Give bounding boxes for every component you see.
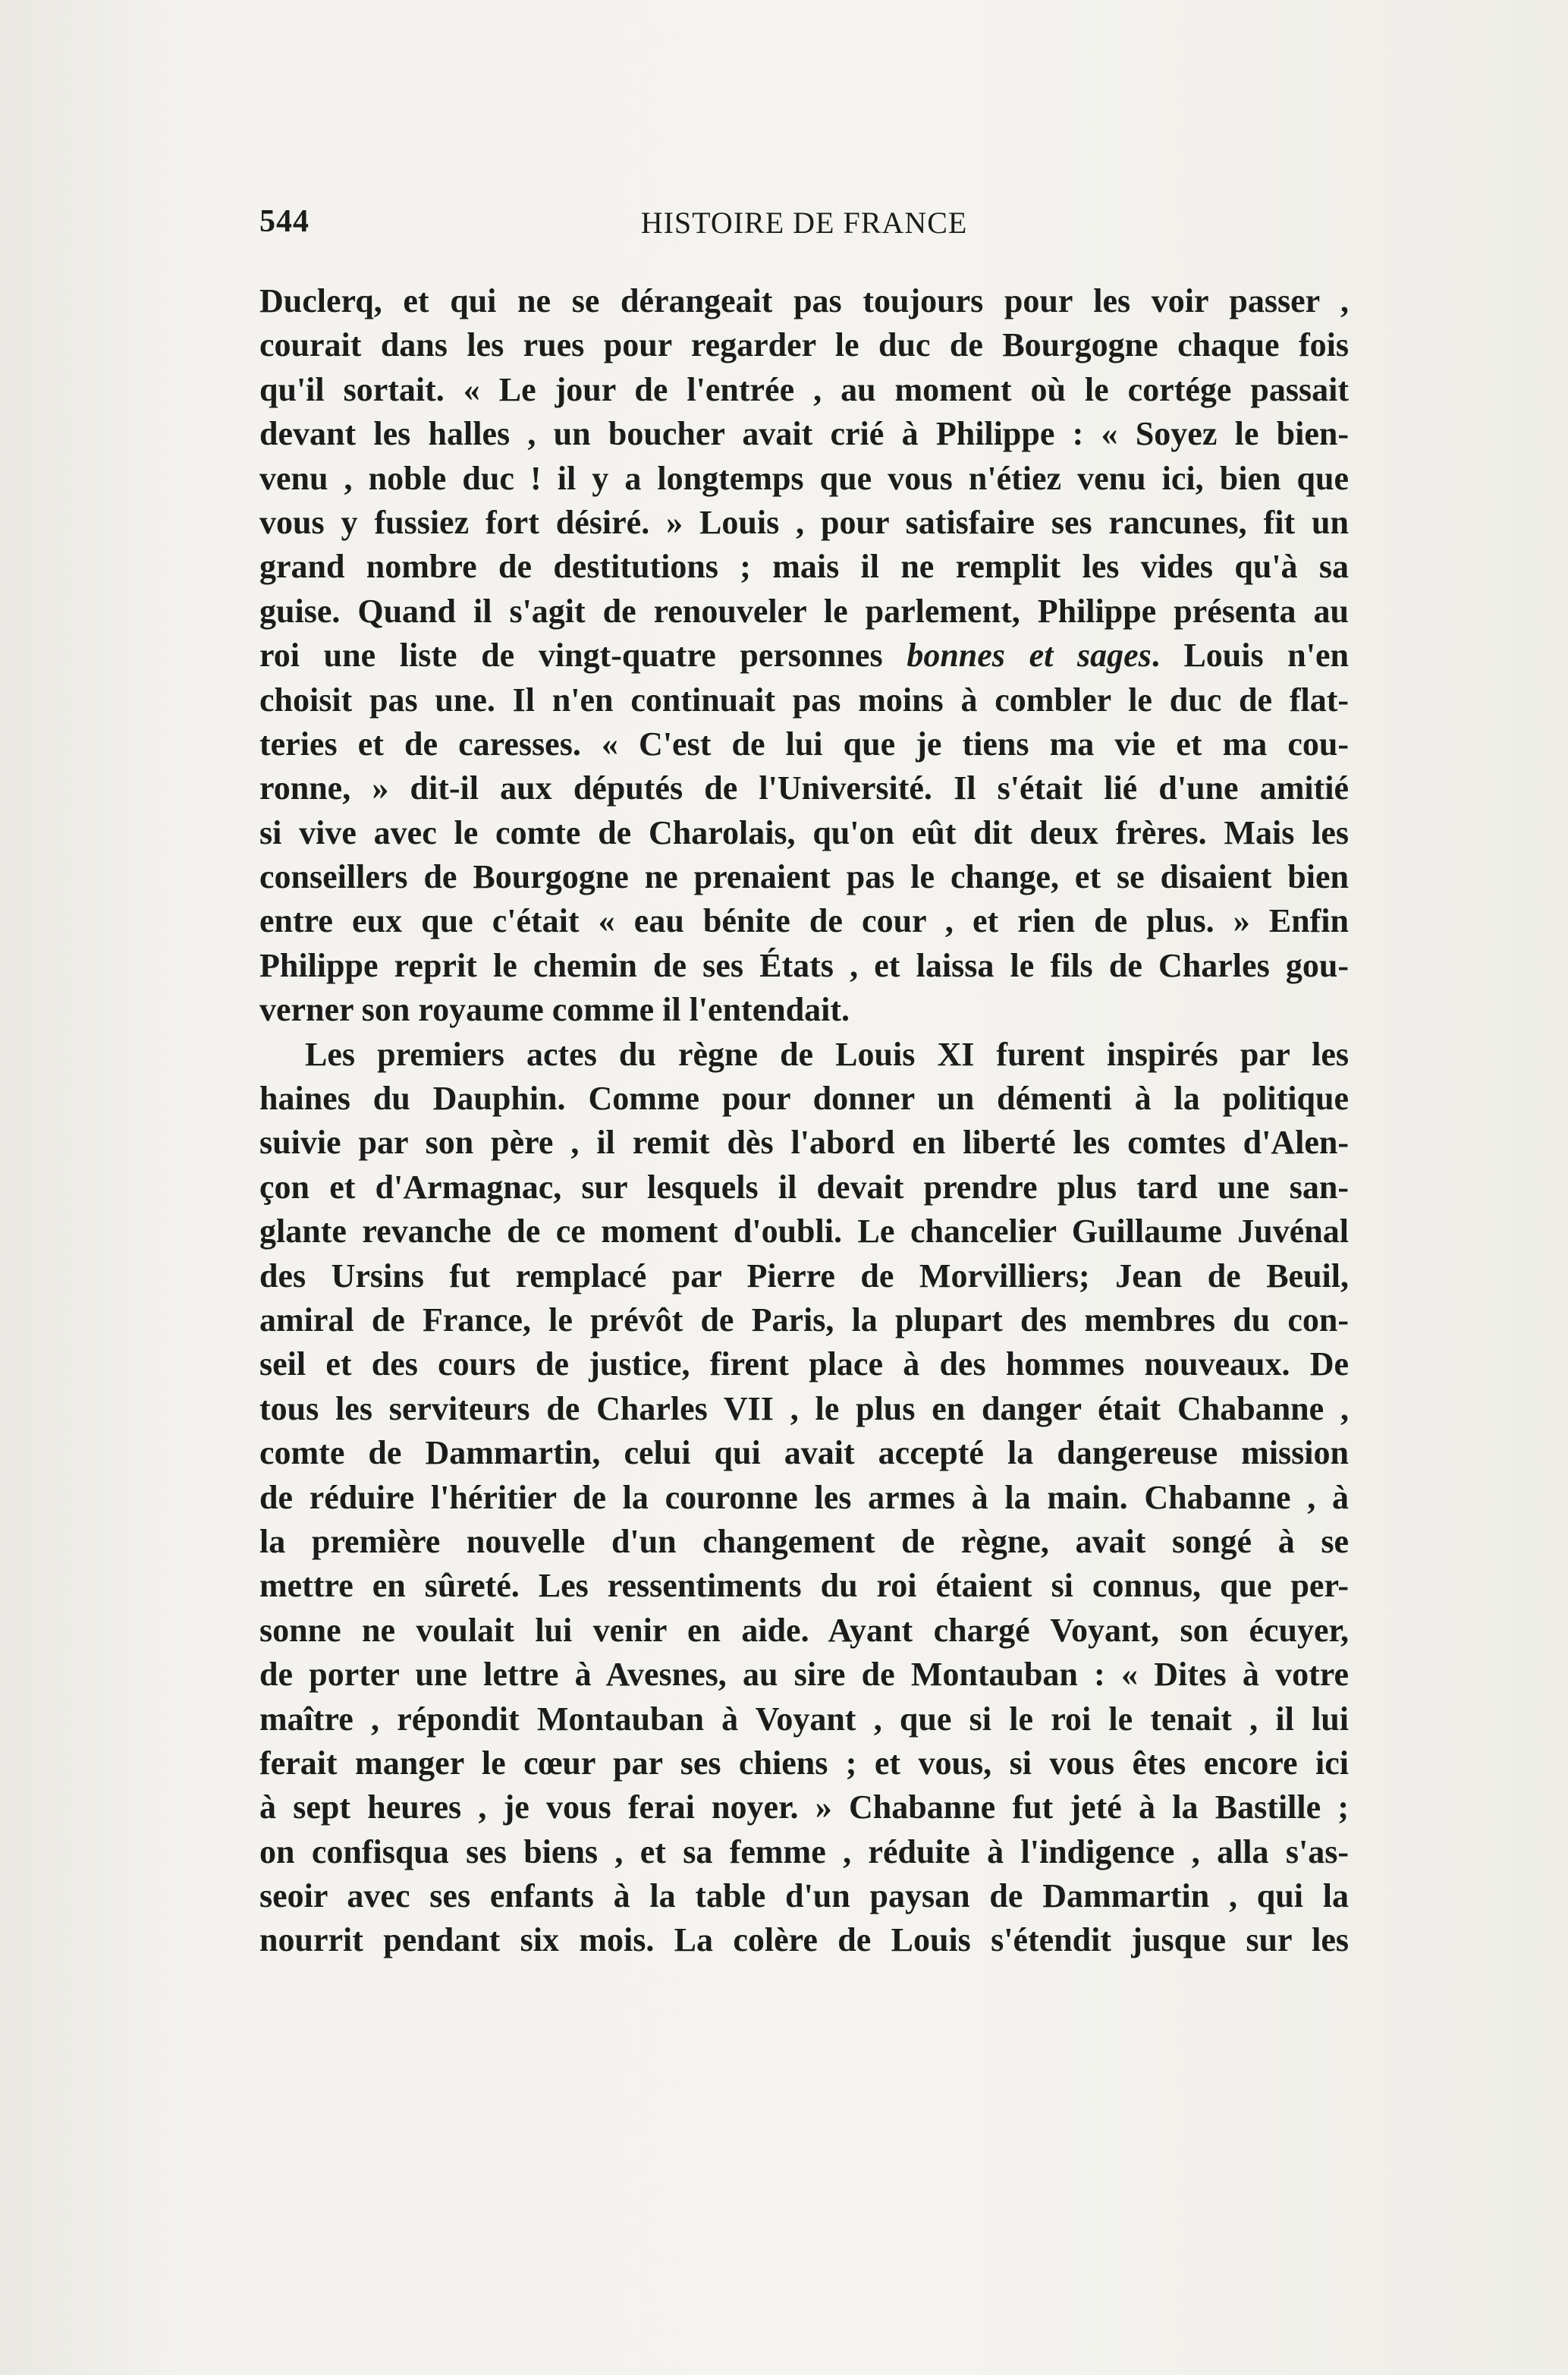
text-line: venu , noble duc ! il y a longtemps que vous n'étiez venu ici, bien que [259,459,1349,497]
text-line: conseillers de Bourgogne ne prenaient pas le change, et se disaient bien [259,858,1349,896]
text-line: Duclerq, et qui ne se dérangeait pas toujours pour les voir passer , [259,282,1349,319]
text-line: de porter une lettre à Avesnes, au sire de Montauban : « Dites à votre [259,1656,1349,1694]
text-line: teries et de caresses. « C'est de lui que je tiens ma vie et ma cou- [259,725,1349,763]
text-line: grand nombre de destitutions ; mais il ne remplit les vides qu'à sa [259,548,1349,586]
text-line: tous les serviteurs de Charles VII , le plus en danger était Chabanne , [259,1389,1349,1427]
text-line: suivie par son père , il remit dès l'abord en liberté les comtes d'Alen- [259,1124,1349,1162]
text-line: si vive avec le comte de Charolais, qu'on eût dit deux frères. Mais les [259,813,1349,851]
text-line: de réduire l'héritier de la couronne les armes à la main. Chabanne , à [259,1478,1349,1516]
text-line: seoir avec ses enfants à la table d'un paysan de Dammartin , qui la [259,1877,1349,1915]
paragraph-2 [259,1033,1349,1963]
text-line: ferait manger le cœur par ses chiens ; et vous, si vous êtes encore ici [259,1744,1349,1782]
page-number: 544 [259,204,310,239]
body-text [259,279,1349,1963]
text-line: glante revanche de ce moment d'oubli. Le chancelier Guillaume Juvénal [259,1213,1349,1250]
text-line: devant les halles , un boucher avait crié à Philippe : « Soyez le bien- [259,415,1349,453]
text-line: courait dans les rues pour regarder le duc de Bourgogne chaque fois [259,326,1349,364]
text-line: ronne, » dit-il aux députés de l'Université. Il s'était lié d'une amitié [259,769,1349,807]
text-line: nourrit pendant six mois. La colère de Louis s'étendit jusque sur les [259,1921,1349,1959]
text-line: qu'il sortait. « Le jour de l'entrée , au moment où le cortége passait [259,370,1349,408]
text-line: des Ursins fut remplacé par Pierre de Morvilliers; Jean de Beuil, [259,1257,1349,1294]
text-line: vous y fussiez fort désiré. » Louis , pour satisfaire ses rancunes, fit un [259,503,1349,541]
text-line: choisit pas une. Il n'en continuait pas moins à combler le duc de flat- [259,681,1349,719]
text-line: Philippe reprit le chemin de ses États , et laissa le fils de Charles gou- [259,946,1349,984]
text-line: seil et des cours de justice, firent place à des hommes nouveaux. De [259,1345,1349,1383]
text-line: verner son royaume comme il l'entendait. [259,991,850,1029]
text-line: guise. Quand il s'agit de renouveler le parlement, Philippe présenta au [259,592,1349,630]
text-line: maître , répondit Montauban à Voyant , que si le roi le tenait , il lui [259,1700,1349,1738]
text-line: Les premiers actes du règne de Louis XI furent inspirés par les [305,1035,1349,1073]
text-line: la première nouvelle d'un changement de règne, avait songé à se [259,1522,1349,1560]
text-line: sonne ne voulait lui venir en aide. Ayant chargé Voyant, son écuyer, [259,1611,1349,1649]
text-line: on confisqua ses biens , et sa femme , réduite à l'indigence , alla s'as- [259,1832,1349,1870]
text-line: entre eux que c'était « eau bénite de cour , et rien de plus. » Enfin [259,902,1349,940]
text-line: comte de Dammartin, celui qui avait accepté la dangereuse mission [259,1434,1349,1472]
text-line: haines du Dauphin. Comme pour donner un démenti à la politique [259,1080,1349,1118]
text-line: çon et d'Armagnac, sur lesquels il devait prendre plus tard une san- [259,1168,1349,1206]
page-header [259,203,1349,249]
running-title: HISTOIRE DE FRANCE [640,206,968,240]
text-line: mettre en sûreté. Les ressentiments du roi étaient si connus, que per- [259,1567,1349,1605]
text-line: à sept heures , je vous ferai noyer. » Chabanne fut jeté à la Bastille ; [259,1788,1349,1826]
paragraph-1 [259,279,1349,1033]
text-line: amiral de France, le prévôt de Paris, la plupart des membres du con- [259,1301,1349,1338]
text-line: roi une liste de vingt-quatre personnes bonnes et sages. Louis n'en [259,637,1349,675]
